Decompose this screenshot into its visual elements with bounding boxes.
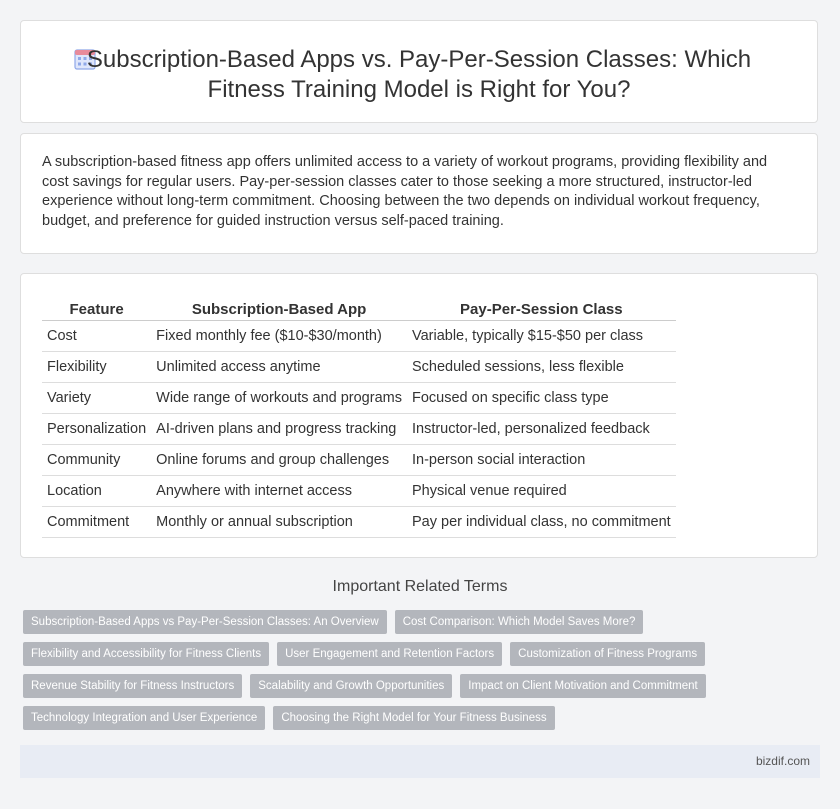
related-term-tag[interactable]: Cost Comparison: Which Model Saves More? [395,610,644,634]
table-cell: AI-driven plans and progress tracking [151,414,407,445]
comparison-table [42,298,676,538]
table-cell: Monthly or annual subscription [151,507,407,538]
table-cell: Personalization [42,414,151,445]
page-title-line-2: Fitness Training Model is Right for You? [207,76,631,103]
table-row [42,414,676,445]
related-term-tag[interactable]: User Engagement and Retention Factors [277,642,502,666]
tag-row [23,610,823,634]
table-cell: Variable, typically $15-$50 per class [407,321,676,352]
related-term-tag[interactable]: Revenue Stability for Fitness Instructors [23,674,242,698]
table-cell: Cost [42,321,151,352]
related-term-tag[interactable]: Customization of Fitness Programs [510,642,705,666]
table-cell: Instructor-led, personalized feedback [407,414,676,445]
table-cell: Physical venue required [407,476,676,507]
table-cell: Scheduled sessions, less flexible [407,352,676,383]
table-cell: Unlimited access anytime [151,352,407,383]
table-cell: Online forums and group challenges [151,445,407,476]
table-cell: Community [42,445,151,476]
table-cell: Location [42,476,151,507]
table-cell: Anywhere with internet access [151,476,407,507]
table-row [42,321,676,352]
table-row [42,445,676,476]
table-cell: Fixed monthly fee ($10-$30/month) [151,321,407,352]
tag-row [23,674,823,698]
page-title [21,45,817,105]
related-terms-tags [23,610,823,738]
intro-card [20,133,818,254]
table-cell: Focused on specific class type [407,383,676,414]
table-cell: Variety [42,383,151,414]
related-term-tag[interactable]: Flexibility and Accessibility for Fitness Clients [23,642,269,666]
table-row [42,476,676,507]
tag-row [23,706,823,730]
column-header: Pay-Per-Session Class [407,298,676,321]
tag-row [23,642,823,666]
footer-site-link[interactable]: bizdif.com [755,754,810,768]
comparison-card [20,273,818,558]
column-header: Subscription-Based App [151,298,407,321]
title-card [20,20,818,123]
footer [20,745,820,778]
related-term-tag[interactable]: Choosing the Right Model for Your Fitness Business [273,706,554,730]
table-cell: Wide range of workouts and programs [151,383,407,414]
table-row [42,352,676,383]
related-term-tag[interactable]: Technology Integration and User Experience [23,706,265,730]
related-term-tag[interactable]: Scalability and Growth Opportunities [250,674,452,698]
table-cell: Flexibility [42,352,151,383]
related-term-tag[interactable]: Subscription-Based Apps vs Pay-Per-Session Classes: An Overview [23,610,387,634]
related-term-tag[interactable]: Impact on Client Motivation and Commitment [460,674,705,698]
table-header-row [42,298,676,321]
table-row [42,383,676,414]
column-header: Feature [42,298,151,321]
table-cell: In-person social interaction [407,445,676,476]
table-row [42,507,676,538]
table-cell: Commitment [42,507,151,538]
related-terms-heading: Important Related Terms [332,578,508,595]
page-title-line-1: Subscription-Based Apps vs. Pay-Per-Session Classes: Which [86,46,752,73]
intro-paragraph: A subscription-based fitness app offers unlimited access to a variety of workout programs, providing flexibility and cost savings for regular users. Pay-per-session classes cater to those seeking a more structured, instructor-led experience without long-term commitment. Choosing between the two depends on individual workout frequency, budget, and preference for guided instruction versus self-paced training. [42,154,768,229]
table-cell: Pay per individual class, no commitment [407,507,676,538]
